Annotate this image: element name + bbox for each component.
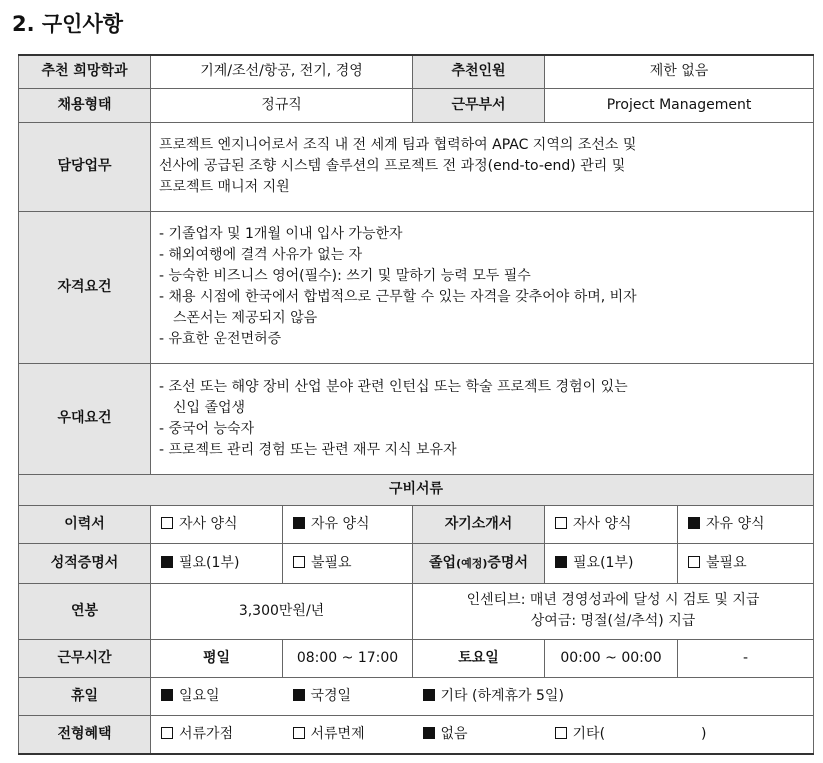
checkbox-checked[interactable] (161, 556, 173, 568)
checkbox-unchecked[interactable] (555, 727, 567, 739)
checkbox-checked[interactable] (555, 556, 567, 568)
hours-label: 근무시간 (19, 639, 151, 677)
checkbox-unchecked[interactable] (293, 556, 305, 568)
workdept-label: 근무부서 (413, 88, 545, 122)
option-label: 필요(1부) (179, 554, 240, 571)
holiday-option-sunday[interactable] (151, 677, 283, 715)
qual-line: - 채용 시점에 한국에서 합법적으로 근무할 수 있는 자격을 갖추어야 하며, 비자 (159, 289, 637, 305)
salary-notes (413, 583, 814, 639)
checkbox-unchecked[interactable] (161, 727, 173, 739)
saturday-label: 토요일 (413, 639, 545, 677)
checkbox-unchecked[interactable] (688, 556, 700, 568)
grad-cert-label-a: 졸업 (429, 554, 457, 571)
qual-line: 스폰서는 제공되지 않음 (173, 310, 318, 326)
pref-line: 신입 졸업생 (173, 399, 246, 416)
option-label: 불필요 (706, 554, 747, 571)
intro-option-free-form[interactable] (678, 505, 814, 543)
headcount-label: 추천인원 (413, 55, 545, 88)
salary-label: 연봉 (19, 583, 151, 639)
checkbox-unchecked[interactable] (555, 517, 567, 529)
dept-label: 추천 희망학과 (19, 55, 151, 88)
checkbox-unchecked[interactable] (161, 517, 173, 529)
dept-value: 기계/조선/항공, 전기, 경영 (151, 55, 413, 88)
qual-line: - 유효한 운전면허증 (159, 331, 282, 347)
option-label: 자사 양식 (573, 515, 632, 532)
benefit-option-other[interactable] (545, 715, 814, 754)
option-label: 없음 (440, 725, 468, 742)
option-label: 자유 양식 (311, 515, 370, 532)
grad-cert-label-c: 증명서 (487, 554, 528, 571)
option-label: 자사 양식 (179, 515, 238, 532)
emptype-value: 정규직 (151, 88, 413, 122)
resume-label: 이력서 (19, 505, 151, 543)
weekday-label: 평일 (151, 639, 283, 677)
checkbox-checked[interactable] (293, 517, 305, 529)
resume-option-company-form[interactable] (151, 505, 283, 543)
grade-option-required[interactable] (151, 543, 283, 583)
emptype-label: 채용형태 (19, 88, 151, 122)
docs-section-header: 구비서류 (19, 474, 814, 505)
duty-line: 프로젝트 매니저 지원 (159, 179, 290, 195)
saturday-hours: 00:00 ~ 00:00 (545, 639, 678, 677)
workdept-value: Project Management (545, 88, 814, 122)
duty-line: 프로젝트 엔지니어로서 조직 내 전 세계 팀과 협력하여 APAC 지역의 조선소 및 (159, 137, 637, 153)
option-label: 기타( (572, 725, 606, 742)
pref-text (151, 363, 814, 474)
option-label: 일요일 (179, 687, 220, 704)
grade-option-not-required[interactable] (283, 543, 413, 583)
incentive-text: 인센티브: 매년 경영성과에 달성 시 검토 및 지급 (466, 592, 760, 608)
checkbox-checked[interactable] (293, 689, 305, 701)
pref-label: 우대요건 (19, 363, 151, 474)
grad-cert-label (413, 543, 545, 583)
section-title: 2. 구인사항 (12, 12, 124, 36)
grade-label: 성적증명서 (19, 543, 151, 583)
duty-text (151, 122, 814, 211)
holiday-option-national[interactable] (283, 677, 413, 715)
checkbox-checked[interactable] (423, 727, 435, 739)
job-table (18, 54, 814, 755)
qual-line: - 해외여행에 결격 사유가 없는 자 (159, 247, 363, 263)
grad-cert-label-b: (예정) (456, 556, 488, 570)
pref-line: - 조선 또는 해양 장비 산업 분야 관련 인턴십 또는 학술 프로젝트 경험이 있는 (159, 378, 628, 395)
intro-option-company-form[interactable] (545, 505, 678, 543)
benefit-option-bonus-points[interactable] (151, 715, 283, 754)
option-label: 국경일 (310, 687, 352, 704)
qual-text (151, 211, 814, 363)
qual-line: - 능숙한 비즈니스 영어(필수): 쓰기 및 말하기 능력 모두 필수 (159, 268, 531, 284)
option-label: 서류가점 (179, 725, 234, 742)
duty-line: 선사에 공급된 조향 시스템 솔루션의 프로젝트 전 과정(end-to-end) 관리 및 (159, 158, 626, 174)
pref-line: - 중국어 능숙자 (159, 420, 255, 437)
benefit-label: 전형혜택 (19, 715, 151, 754)
intro-label: 자기소개서 (413, 505, 545, 543)
pref-line: - 프로젝트 관리 경험 또는 관련 재무 지식 보유자 (159, 441, 457, 458)
grad-option-not-required[interactable] (678, 543, 814, 583)
holiday-option-other[interactable] (413, 677, 814, 715)
qual-label: 자격요건 (19, 211, 151, 363)
checkbox-unchecked[interactable] (293, 727, 305, 739)
option-label: 필요(1부) (573, 554, 634, 571)
holiday-label: 휴일 (19, 677, 151, 715)
checkbox-checked[interactable] (688, 517, 700, 529)
option-label-end: ) (701, 725, 707, 742)
option-label: 자유 양식 (706, 515, 765, 532)
benefit-option-exempt[interactable] (283, 715, 413, 754)
bonus-text: 상여금: 명절(설/추석) 지급 (530, 613, 696, 629)
sunday-hours: - (678, 639, 814, 677)
option-label: 서류면제 (310, 725, 365, 742)
salary-value: 3,300만원/년 (151, 583, 413, 639)
weekday-hours: 08:00 ~ 17:00 (283, 639, 413, 677)
checkbox-checked[interactable] (161, 689, 173, 701)
option-label: 기타 (하계휴가 5일) (440, 687, 564, 704)
resume-option-free-form[interactable] (283, 505, 413, 543)
option-label: 불필요 (311, 554, 352, 571)
duty-label: 담당업무 (19, 122, 151, 211)
headcount-value: 제한 없음 (545, 55, 814, 88)
grad-option-required[interactable] (545, 543, 678, 583)
checkbox-checked[interactable] (423, 689, 435, 701)
qual-line: - 기졸업자 및 1개월 이내 입사 가능한자 (159, 226, 403, 242)
benefit-option-none[interactable] (413, 715, 545, 754)
